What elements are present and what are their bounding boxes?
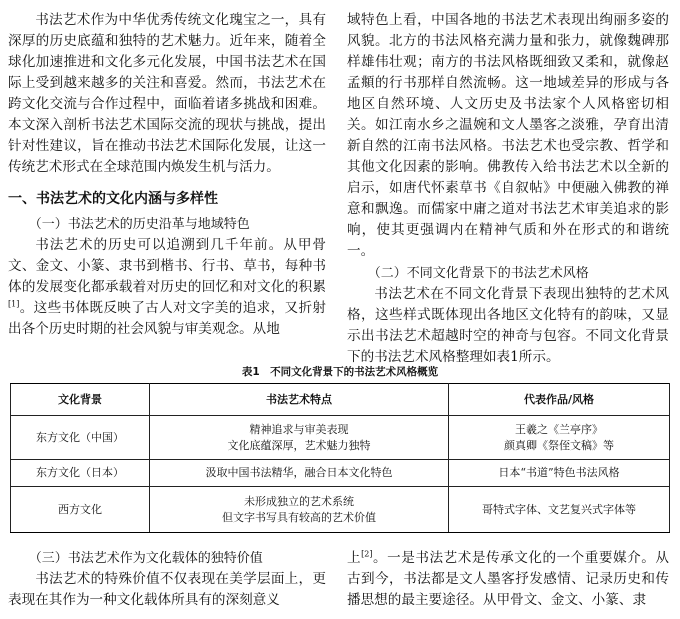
left-column-bottom [8, 548, 326, 611]
header-background: 文化背景 [11, 384, 150, 416]
history-paragraph-text: 书法艺术的历史可以追溯到几千年前。从甲骨文、金文、小篆、隶书到楷书、行书、草书，每种书体的发展变化都承载着对历史的回忆和对文化的积累 [8, 237, 326, 295]
work-line: 颜真卿《祭侄文稿》等 [504, 438, 614, 452]
cell-features [150, 487, 449, 533]
table-header-row [11, 384, 670, 416]
cell-works [449, 487, 670, 533]
subsection-title-2: （二）不同文化背景下的书法艺术风格 [367, 266, 589, 281]
cell-background: 东方文化（中国） [11, 416, 150, 460]
cell-background: 东方文化（日本） [11, 460, 150, 487]
cell-background: 西方文化 [11, 487, 150, 533]
work-line: 日本“书道”特色书法风格 [498, 466, 620, 479]
table-row [11, 460, 670, 487]
left-column-top [8, 10, 326, 340]
history-paragraph [8, 235, 326, 340]
feature-line: 未形成独立的艺术系统 [244, 494, 354, 508]
cell-features [150, 416, 449, 460]
section-title: 一、书法艺术的文化内涵与多样性 [8, 191, 218, 207]
table-caption: 表1 不同文化背景下的书法艺术风格概览 [241, 366, 439, 378]
subsection-title-3: （三）书法艺术作为文化载体的独特价值 [28, 551, 263, 566]
cell-works [449, 416, 670, 460]
calligraphy-style-table [10, 383, 670, 533]
medium-paragraph-lead: 上 [347, 550, 362, 566]
work-line: 哥特式字体、文艺复兴式字体等 [482, 502, 636, 516]
subsection-title-1: （一）书法艺术的历史沿革与地域特色 [28, 217, 250, 232]
medium-paragraph [347, 548, 669, 611]
table-row [11, 487, 670, 533]
feature-line: 但文字书写具有较高的艺术价值 [222, 510, 376, 524]
value-paragraph: 书法艺术的特殊价值不仅表现在美学层面上，更表现在其作为一种文化载体所具有的深刻意义 [8, 571, 326, 608]
right-column-top [347, 10, 669, 368]
feature-line: 文化底蕴深厚，艺术魅力独特 [227, 438, 371, 452]
right-column-bottom [347, 548, 669, 611]
citation-2: [2] [361, 549, 373, 559]
feature-line: 汲取中国书法精华，融合日本文化特色 [205, 466, 393, 479]
work-line: 王羲之《兰亭序》 [515, 422, 603, 436]
regional-paragraph: 域特色上看，中国各地的书法艺术表现出绚丽多姿的风貌。北方的书法风格充满力量和张力，就像魏碑那样雄伟壮观；南方的书法风格既细致又柔和，就像赵孟頫的行书那样自然流畅。这一地域差异的形成与各地区自然环境、人文历史及书法家个人风格密切相关。如江南水乡之温婉和文人墨客之淡雅，孕育出清新自然的江南书法风格。书法艺术也受宗教、哲学和其他文化因素的影响。佛教传入给书法艺术以全新的启示，如唐代怀素草书《自叙帖》中便融入佛教的禅意和飘逸。而儒家中庸之道对书法艺术审美追求的影响，使其更强调内在精神气质和外在形式的和谐统一。 [347, 12, 669, 259]
citation-1: [1] [8, 299, 20, 309]
table-row [11, 416, 670, 460]
history-paragraph-tail: 。这些书体既反映了古人对文字美的追求，又折射出各个历史时期的社会风貌与审美观念。从地 [8, 300, 326, 337]
intro-paragraph: 书法艺术作为中华优秀传统文化瑰宝之一，具有深厚的历史底蕴和独特的艺术魅力。近年来，随着全球化加速推进和文化多元化发展，中国书法艺术在国际上受到越来越多的关注和喜爱。然而，书法艺术在跨文化交流与合作过程中，面临着诸多挑战和困难。本文深入剖析书法艺术国际交流的现状与挑战，提出针对性建议，旨在推动书法艺术国际化发展，让这一传统艺术形式在全球范围内焕发生机与活力。 [8, 12, 326, 175]
cell-works [449, 460, 670, 487]
feature-line: 精神追求与审美表现 [249, 422, 349, 436]
header-works: 代表作品/风格 [449, 384, 670, 416]
header-features: 书法艺术特点 [150, 384, 449, 416]
cell-features [150, 460, 449, 487]
styles-paragraph: 书法艺术在不同文化背景下表现出独特的艺术风格，这些样式既体现出各地区文化特有的韵味，又显示出书法艺术超越时空的神奇与包容。不同文化背景下的书法艺术风格整理如表1所示。 [347, 286, 669, 365]
medium-paragraph-text: 。一是书法艺术是传承文化的一个重要媒介。从古到今，书法都是文人墨客抒发感情、记录历史和传播思想的最主要途径。从甲骨文、金文、小篆、隶 [347, 550, 670, 608]
